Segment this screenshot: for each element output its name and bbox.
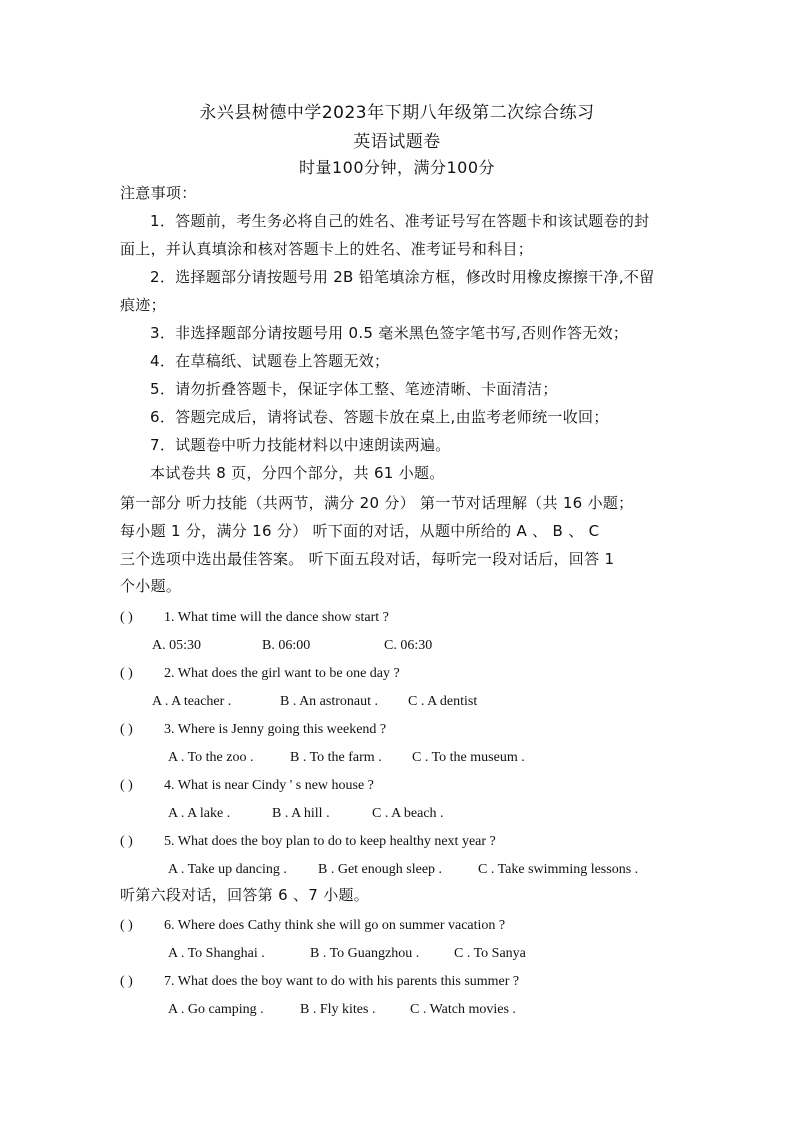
section1-instruction: 每小题 1 分，满分 16 分） 听下面的对话，从题中所给的 A 、 B 、 C <box>120 522 600 540</box>
exam-duration: 时量100分钟，满分100分 <box>298 158 496 177</box>
note-item: 3．非选择题部分请按题号用 0.5 毫米黑色签字笔书写,否则作答无效； <box>150 324 629 342</box>
option-a: A . A teacher . <box>152 694 232 709</box>
option-b: B . An astronaut . <box>280 694 378 709</box>
option-b: B . A hill . <box>272 806 330 821</box>
answer-blank[interactable]: ( ) <box>120 722 133 737</box>
option-c: C . Take swimming lessons . <box>478 862 639 877</box>
question-7 <box>120 974 519 990</box>
question-1-options <box>152 638 432 654</box>
question-2-options <box>152 694 477 710</box>
option-a: A . To the zoo . <box>168 750 254 765</box>
question-7-options <box>168 1002 516 1018</box>
question-stem: 7. What does the boy want to do with his parents this summer ? <box>164 974 520 989</box>
question-4 <box>120 778 374 794</box>
note-item: 痕迹； <box>120 296 166 314</box>
answer-blank[interactable]: ( ) <box>120 610 133 625</box>
answer-blank[interactable]: ( ) <box>120 974 133 989</box>
option-c: C. 06:30 <box>384 638 433 653</box>
option-a: A . A lake . <box>168 806 231 821</box>
section1-instruction: 个小题。 <box>120 577 182 595</box>
option-c: C . To Sanya <box>454 946 526 961</box>
question-stem: 6. Where does Cathy think she will go on summer vacation ? <box>164 918 506 933</box>
answer-blank[interactable]: ( ) <box>120 778 133 793</box>
note-item: 2．选择题部分请按题号用 2B 铅笔填涂方框，修改时用橡皮擦擦干净,不留 <box>150 268 655 286</box>
answer-blank[interactable]: ( ) <box>120 834 133 849</box>
notes-heading: 注意事项： <box>120 184 197 202</box>
question-stem: 1. What time will the dance show start ? <box>164 610 389 625</box>
question-stem: 3. Where is Jenny going this weekend ? <box>164 722 387 737</box>
question-3 <box>120 722 386 738</box>
exam-subtitle: 英语试题卷 <box>353 132 441 152</box>
answer-blank[interactable]: ( ) <box>120 666 133 681</box>
note-item: 6．答题完成后，请将试卷、答题卡放在桌上,由监考老师统一收回； <box>150 408 609 426</box>
notes-summary: 本试卷共 8 页，分四个部分，共 61 小题。 <box>150 464 445 482</box>
section1-heading: 第一部分 听力技能（共两节，满分 20 分） 第一节对话理解（共 16 小题； <box>120 494 634 512</box>
option-a: A. 05:30 <box>152 638 201 653</box>
option-c: C . To the museum . <box>412 750 525 765</box>
exam-title: 永兴县树德中学2023年下期八年级第二次综合练习 <box>199 103 595 123</box>
question-6 <box>120 918 505 934</box>
question-stem: 4. What is near Cindy ' s new house ? <box>164 778 374 793</box>
note-item: 7．试题卷中听力技能材料以中速朗读两遍。 <box>150 436 451 454</box>
option-a: A . Take up dancing . <box>168 862 287 877</box>
option-c: C . Watch movies . <box>410 1002 516 1017</box>
section1-instruction: 三个选项中选出最佳答案。 听下面五段对话，每听完一段对话后，回答 1 <box>120 550 615 568</box>
question-2 <box>120 666 400 682</box>
question-5 <box>120 834 496 850</box>
question-6-options <box>168 946 526 962</box>
answer-blank[interactable]: ( ) <box>120 918 133 933</box>
dialogue-6-instruction: 听第六段对话，回答第 6 、7 小题。 <box>120 886 370 904</box>
question-4-options <box>168 806 444 822</box>
note-item: 5．请勿折叠答题卡，保证字体工整、笔迹清晰、卡面清洁； <box>150 380 558 398</box>
note-item: 1．答题前，考生务必将自己的姓名、准考证号写在答题卡和该试题卷的封 <box>150 212 650 230</box>
option-b: B . Get enough sleep . <box>318 862 443 877</box>
option-b: B . To the farm . <box>290 750 382 765</box>
question-stem: 5. What does the boy plan to do to keep healthy next year ? <box>164 834 496 849</box>
option-b: B. 06:00 <box>262 638 311 653</box>
option-b: B . Fly kites . <box>300 1002 376 1017</box>
note-item: 4．在草稿纸、试题卷上答题无效； <box>150 352 390 370</box>
option-a: A . To Shanghai . <box>168 946 265 961</box>
option-b: B . To Guangzhou . <box>310 946 420 961</box>
question-3-options <box>168 750 525 766</box>
option-a: A . Go camping . <box>168 1002 264 1017</box>
note-item: 面上，并认真填涂和核对答题卡上的姓名、准考证号和科目； <box>120 240 534 258</box>
option-c: C . A dentist <box>408 694 478 709</box>
question-stem: 2. What does the girl want to be one day ? <box>164 666 400 681</box>
question-1 <box>120 610 389 626</box>
option-c: C . A beach . <box>372 806 444 821</box>
question-5-options <box>168 862 638 878</box>
